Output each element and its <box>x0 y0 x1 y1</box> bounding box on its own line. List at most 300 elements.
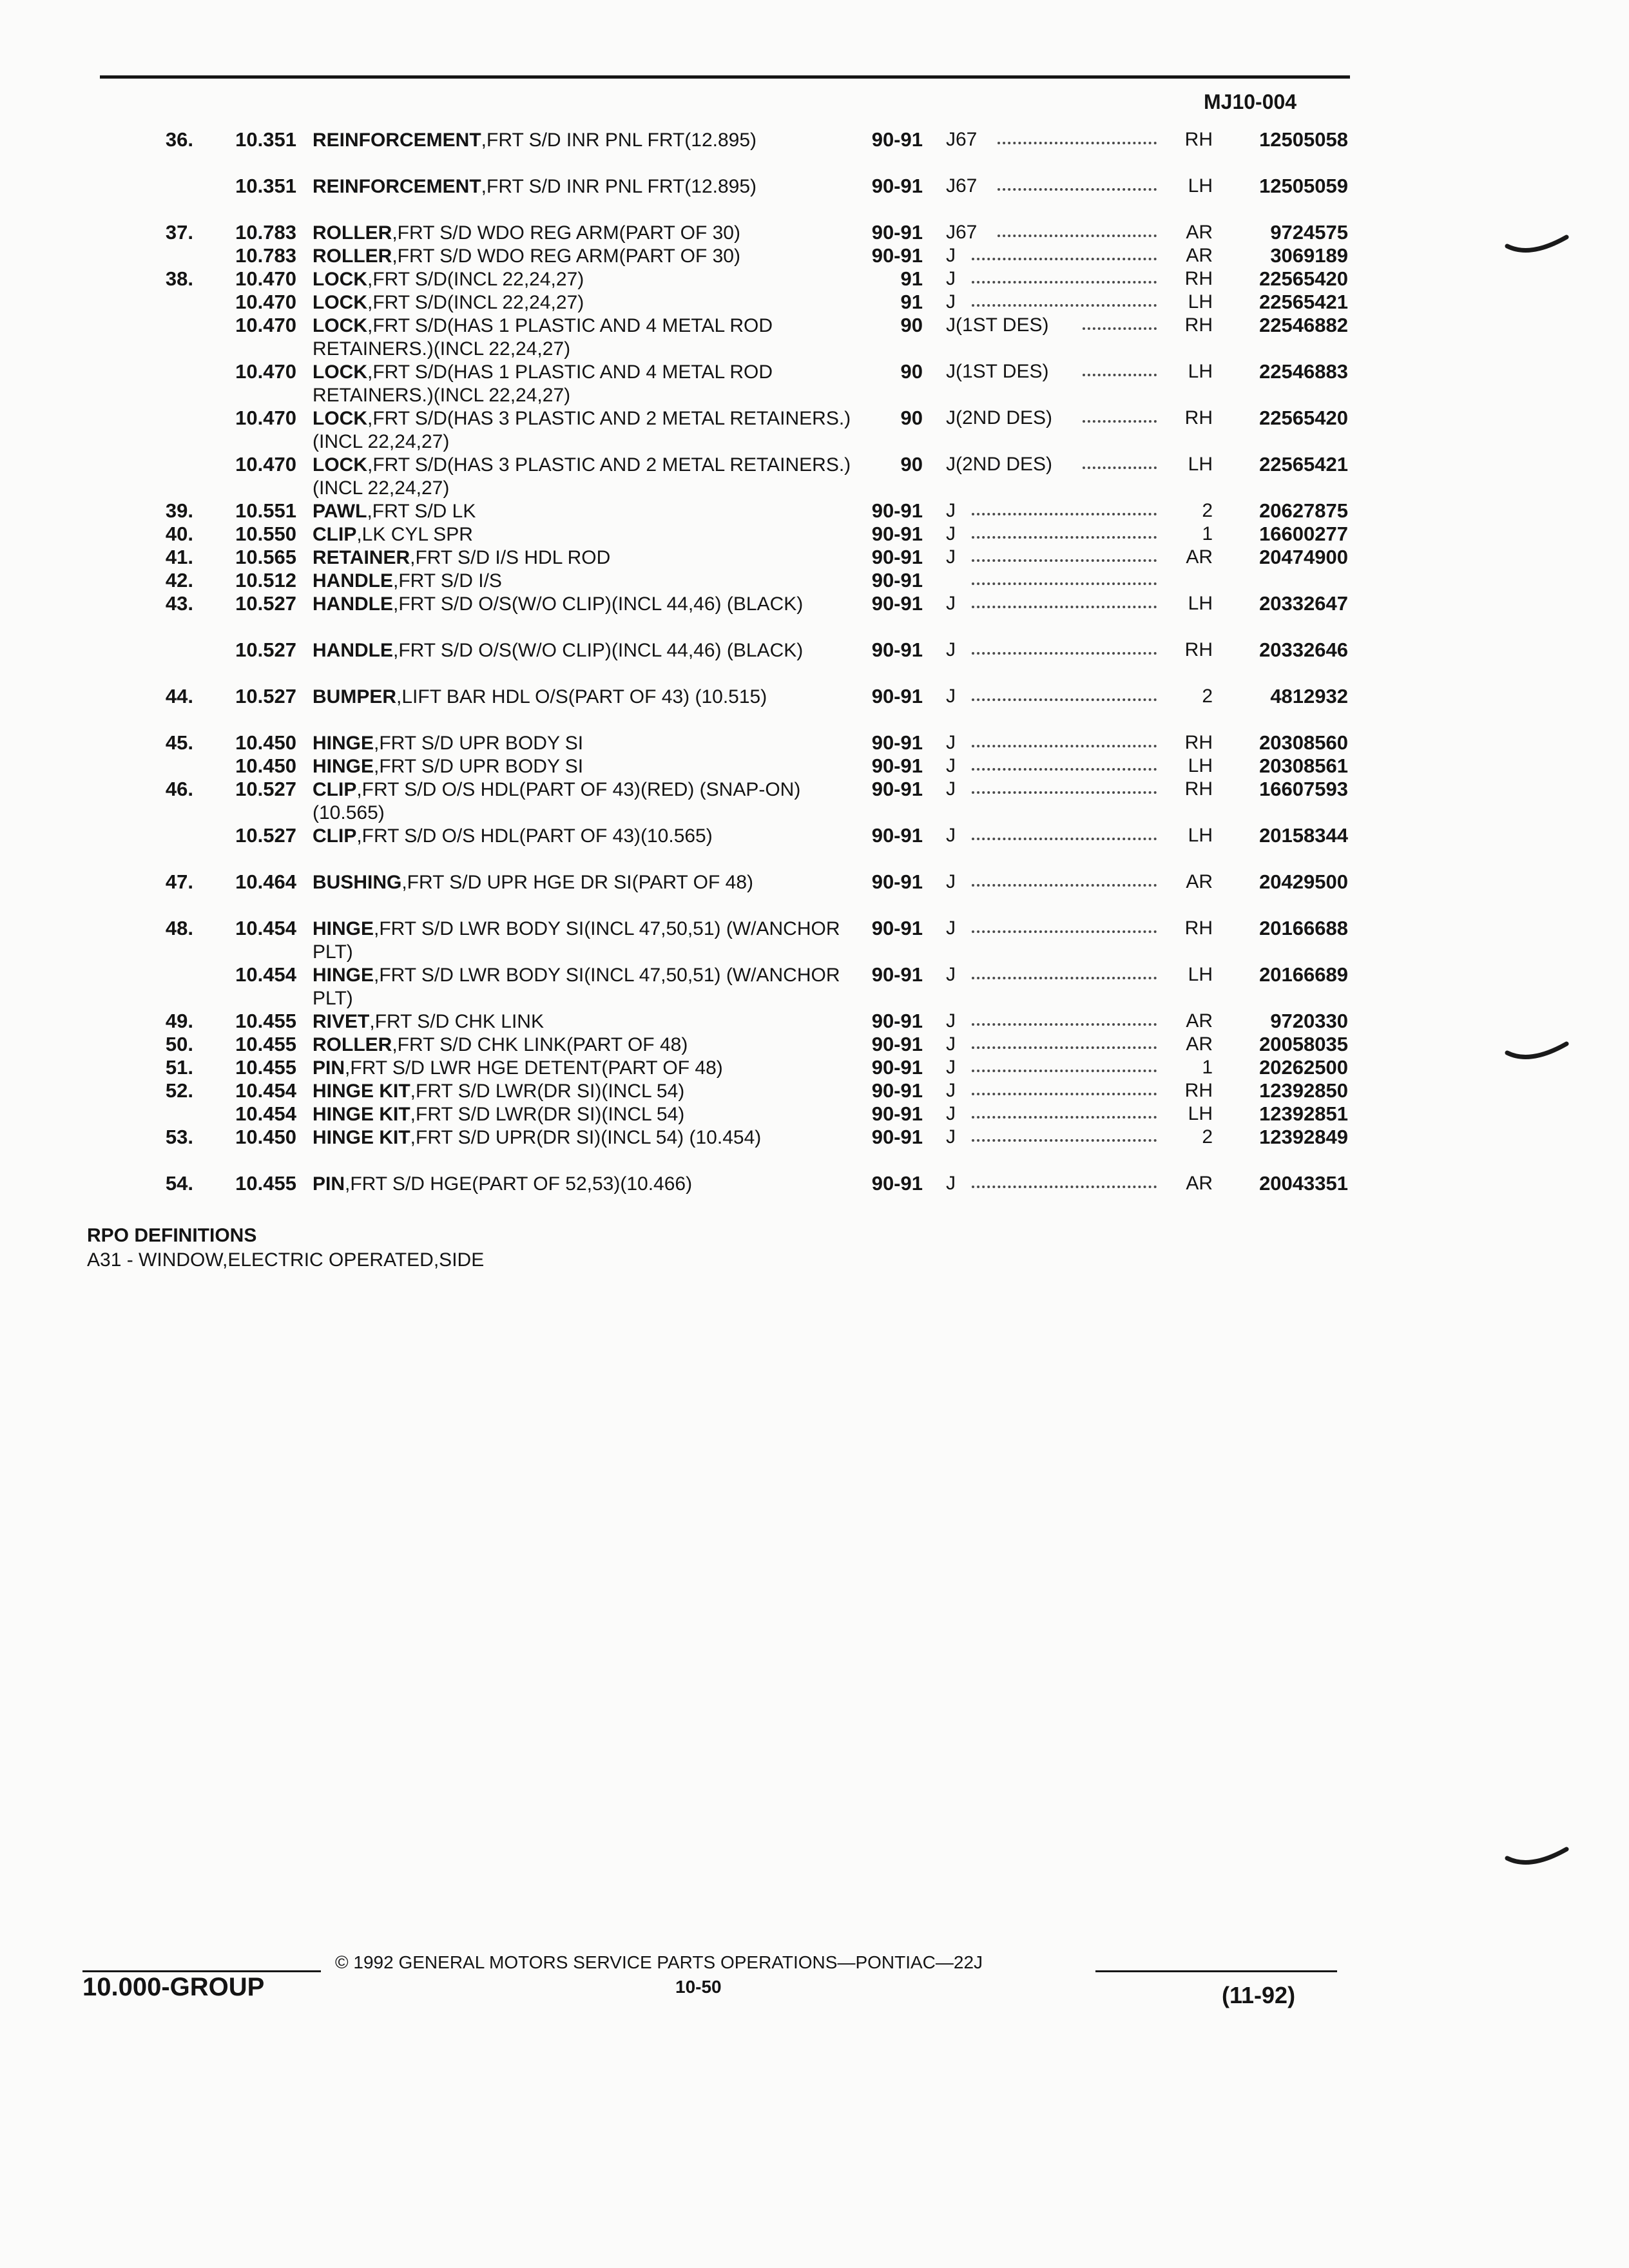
part-description <box>313 825 854 848</box>
quantity: AR <box>1186 245 1213 266</box>
model-years: 90-91 <box>871 639 923 661</box>
model-years: 90-91 <box>871 592 923 615</box>
binder-hole-mark <box>1505 232 1576 258</box>
rpo-code: J <box>946 1080 956 1101</box>
part-detail: ,FRT S/D UPR BODY SI <box>374 756 584 777</box>
part-row <box>0 1173 1629 1196</box>
part-name: ROLLER <box>313 222 392 244</box>
rpo-code: J <box>946 1033 956 1055</box>
rpo-code: J <box>946 778 956 800</box>
quantity: LH <box>1188 291 1213 312</box>
model-years: 90-91 <box>871 1056 923 1079</box>
model-years: 90-91 <box>871 870 923 893</box>
part-description <box>313 732 854 755</box>
part-row <box>0 1080 1629 1103</box>
model-years: 90-91 <box>871 1102 923 1125</box>
part-name: LOCK <box>313 361 367 383</box>
item-number: 50. <box>165 1033 193 1055</box>
quantity: RH <box>1184 778 1213 800</box>
rpo-code: J <box>946 964 956 985</box>
group-number: 10.527 <box>235 824 296 847</box>
item-number: 49. <box>165 1010 193 1032</box>
model-years: 90-91 <box>871 569 923 591</box>
quantity: 1 <box>1202 523 1213 544</box>
part-name: CLIP <box>313 524 357 545</box>
group-number: 10.450 <box>235 731 296 754</box>
quantity: LH <box>1188 964 1213 985</box>
rpo-code: J(2ND DES) <box>946 407 1053 428</box>
dot-leader <box>972 523 1157 539</box>
dot-leader <box>972 825 1157 840</box>
top-rule <box>100 75 1350 79</box>
group-number: 10.455 <box>235 1172 296 1195</box>
part-detail: ,FRT S/D WDO REG ARM(PART OF 30) <box>392 222 740 244</box>
rpo-code: J <box>946 1010 956 1032</box>
model-years: 90-91 <box>871 754 923 777</box>
rpo-definition-item: A31 - WINDOW,ELECTRIC OPERATED,SIDE <box>87 1249 485 1271</box>
model-years: 90-91 <box>871 1172 923 1195</box>
item-number: 53. <box>165 1126 193 1148</box>
dot-leader <box>972 1173 1157 1188</box>
rpo-code: J <box>946 871 956 892</box>
part-name: HINGE KIT <box>313 1127 410 1148</box>
part-detail: ,FRT S/D LWR BODY SI(INCL 47,50,51) (W/ANCHOR PLT) <box>313 918 840 963</box>
dot-leader <box>972 918 1157 933</box>
quantity: RH <box>1184 407 1213 428</box>
model-years: 90 <box>900 360 923 383</box>
part-number: 22565420 <box>1259 267 1348 290</box>
model-years: 90-91 <box>871 175 923 197</box>
part-description <box>313 1010 854 1033</box>
part-description <box>313 1126 854 1149</box>
dot-leader <box>972 1126 1157 1142</box>
part-name: HINGE KIT <box>313 1081 410 1102</box>
dot-leader <box>972 546 1157 562</box>
rpo-code: J <box>946 500 956 521</box>
part-row <box>0 523 1629 546</box>
group-number: 10.464 <box>235 870 296 893</box>
part-detail: ,FRT S/D LWR(DR SI)(INCL 54) <box>410 1104 685 1125</box>
rpo-code: J <box>946 639 956 660</box>
part-name: ROLLER <box>313 245 392 267</box>
item-number: 46. <box>165 778 193 800</box>
item-number: 54. <box>165 1172 193 1195</box>
item-number: 39. <box>165 499 193 522</box>
part-name: LOCK <box>313 292 367 313</box>
quantity: 2 <box>1202 500 1213 521</box>
model-years: 90-91 <box>871 523 923 545</box>
part-name: CLIP <box>313 825 357 847</box>
group-number: 10.527 <box>235 685 296 707</box>
rpo-code: J <box>946 546 956 568</box>
group-number: 10.454 <box>235 1102 296 1125</box>
model-years: 90-91 <box>871 128 923 151</box>
part-description <box>313 593 854 616</box>
group-number: 10.351 <box>235 175 296 197</box>
group-number: 10.450 <box>235 754 296 777</box>
part-number: 22546883 <box>1259 360 1348 383</box>
quantity: AR <box>1186 546 1213 568</box>
group-number: 10.565 <box>235 546 296 568</box>
group-number: 10.450 <box>235 1126 296 1148</box>
part-name: BUMPER <box>313 686 397 707</box>
model-years: 90 <box>900 407 923 429</box>
part-detail: ,FRT S/D I/S <box>393 570 502 591</box>
dot-leader <box>998 175 1157 191</box>
part-name: REINFORCEMENT <box>313 130 481 151</box>
part-detail: ,FRT S/D(HAS 1 PLASTIC AND 4 METAL ROD RETAINERS.)(INCL 22,24,27) <box>313 361 773 406</box>
part-description <box>313 454 854 500</box>
dot-leader <box>1083 361 1157 376</box>
part-description <box>313 570 854 593</box>
group-number: 10.351 <box>235 128 296 151</box>
part-number: 20308560 <box>1259 731 1348 754</box>
revision-date: (11-92) <box>1222 1982 1296 2008</box>
quantity: RH <box>1184 732 1213 753</box>
item-number: 38. <box>165 267 193 290</box>
quantity: LH <box>1188 361 1213 382</box>
group-number: 10.470 <box>235 314 296 336</box>
part-description <box>313 500 854 523</box>
part-description <box>313 964 854 1010</box>
part-name: LOCK <box>313 454 367 476</box>
group-number: 10.470 <box>235 291 296 313</box>
part-number: 12392849 <box>1259 1126 1348 1148</box>
part-row <box>0 500 1629 523</box>
part-description <box>313 1173 854 1196</box>
part-row <box>0 918 1629 964</box>
quantity: AR <box>1186 222 1213 243</box>
part-name: PIN <box>313 1057 345 1079</box>
part-detail: ,FRT S/D HGE(PART OF 52,53)(10.466) <box>345 1173 693 1195</box>
footer-copyright: © 1992 GENERAL MOTORS SERVICE PARTS OPERATIONS—PONTIAC—22J <box>335 1952 983 1972</box>
group-number: 10.470 <box>235 267 296 290</box>
part-row <box>0 732 1629 755</box>
part-number: 12392850 <box>1259 1079 1348 1102</box>
model-years: 90-91 <box>871 824 923 847</box>
part-number: 16607593 <box>1259 778 1348 800</box>
model-years: 90-91 <box>871 685 923 707</box>
page-number: 10-50 <box>675 1977 722 1997</box>
part-detail: ,FRT S/D LWR BODY SI(INCL 47,50,51) (W/ANCHOR PLT) <box>313 965 840 1009</box>
rpo-code: J <box>946 1057 956 1078</box>
rpo-code: J <box>946 1103 956 1124</box>
part-row <box>0 291 1629 314</box>
part-detail: ,FRT S/D UPR BODY SI <box>374 733 584 754</box>
part-row <box>0 222 1629 245</box>
part-name: HINGE KIT <box>313 1104 410 1125</box>
model-years: 90-91 <box>871 221 923 244</box>
dot-leader <box>972 1033 1157 1049</box>
model-years: 90 <box>900 314 923 336</box>
part-number: 20262500 <box>1259 1056 1348 1079</box>
part-description <box>313 639 854 662</box>
dot-leader <box>972 1057 1157 1072</box>
group-number: 10.470 <box>235 453 296 476</box>
part-row <box>0 454 1629 500</box>
part-number: 4812932 <box>1270 685 1348 707</box>
part-detail: ,FRT S/D LWR HGE DETENT(PART OF 48) <box>345 1057 723 1079</box>
footer-group: 10.000-GROUP <box>82 1973 265 2001</box>
part-number: 20058035 <box>1259 1033 1348 1055</box>
rpo-code: J67 <box>946 222 978 243</box>
part-row <box>0 546 1629 570</box>
dot-leader <box>972 686 1157 701</box>
part-row <box>0 314 1629 361</box>
item-number: 36. <box>165 128 193 151</box>
model-years: 90 <box>900 453 923 476</box>
quantity: LH <box>1188 825 1213 846</box>
model-years: 90-91 <box>871 1126 923 1148</box>
quantity: LH <box>1188 175 1213 197</box>
part-name: PIN <box>313 1173 345 1195</box>
rpo-code: J <box>946 755 956 776</box>
part-number: 9720330 <box>1270 1010 1348 1032</box>
part-row <box>0 361 1629 407</box>
rpo-code: J <box>946 523 956 544</box>
part-row <box>0 1033 1629 1057</box>
part-row <box>0 245 1629 268</box>
part-detail: ,FRT S/D O/S(W/O CLIP)(INCL 44,46) (BLACK) <box>393 593 804 615</box>
part-number: 22565421 <box>1259 291 1348 313</box>
part-number: 20158344 <box>1259 824 1348 847</box>
quantity: AR <box>1186 1033 1213 1055</box>
dot-leader <box>972 964 1157 979</box>
model-years: 90-91 <box>871 917 923 939</box>
part-description <box>313 1057 854 1080</box>
part-number: 12505059 <box>1259 175 1348 197</box>
dot-leader <box>972 871 1157 887</box>
dot-leader <box>972 755 1157 771</box>
part-number: 20332647 <box>1259 592 1348 615</box>
part-description <box>313 222 854 245</box>
dot-leader <box>972 1010 1157 1026</box>
catalog-reference: MJ10-004 <box>1204 90 1297 113</box>
parts-list <box>0 129 1629 1196</box>
quantity: RH <box>1184 129 1213 150</box>
dot-leader <box>972 570 1157 585</box>
rpo-code: J <box>946 268 956 289</box>
part-number: 22546882 <box>1259 314 1348 336</box>
quantity: LH <box>1188 454 1213 475</box>
quantity: 2 <box>1202 686 1213 707</box>
part-number: 20166688 <box>1259 917 1348 939</box>
item-number: 51. <box>165 1056 193 1079</box>
part-detail: ,LIFT BAR HDL O/S(PART OF 43) (10.515) <box>396 686 767 707</box>
rpo-code: J(2ND DES) <box>946 454 1053 475</box>
dot-leader <box>998 129 1157 144</box>
part-number: 12505058 <box>1259 128 1348 151</box>
part-description <box>313 918 854 964</box>
part-detail: ,FRT S/D O/S(W/O CLIP)(INCL 44,46) (BLACK) <box>393 640 804 661</box>
rpo-code: J67 <box>946 129 978 150</box>
dot-leader <box>972 593 1157 608</box>
part-detail: ,FRT S/D INR PNL FRT(12.895) <box>481 130 757 151</box>
part-detail: ,FRT S/D CHK LINK(PART OF 48) <box>392 1034 688 1055</box>
model-years: 90-91 <box>871 1033 923 1055</box>
group-number: 10.454 <box>235 963 296 986</box>
part-name: HANDLE <box>313 593 393 615</box>
part-row <box>0 778 1629 825</box>
part-description <box>313 129 854 152</box>
part-name: LOCK <box>313 408 367 429</box>
quantity: RH <box>1184 639 1213 660</box>
quantity: AR <box>1186 871 1213 892</box>
part-detail: ,FRT S/D(INCL 22,24,27) <box>367 269 584 290</box>
part-row <box>0 1010 1629 1033</box>
model-years: 90-91 <box>871 778 923 800</box>
part-row <box>0 755 1629 778</box>
part-name: HINGE <box>313 756 374 777</box>
part-row <box>0 871 1629 918</box>
part-name: HANDLE <box>313 570 393 591</box>
part-number: 20308561 <box>1259 754 1348 777</box>
part-name: RIVET <box>313 1011 370 1032</box>
part-number: 3069189 <box>1270 244 1348 267</box>
part-detail: ,FRT S/D O/S HDL(PART OF 43)(RED) (SNAP-ON)(10.565) <box>313 779 801 823</box>
dot-leader <box>972 1103 1157 1119</box>
part-name: CLIP <box>313 779 357 800</box>
part-detail: ,FRT S/D UPR(DR SI)(INCL 54) (10.454) <box>410 1127 762 1148</box>
item-number: 40. <box>165 523 193 545</box>
group-number: 10.527 <box>235 639 296 661</box>
part-name: HINGE <box>313 965 374 986</box>
quantity: LH <box>1188 755 1213 776</box>
part-number: 22565421 <box>1259 453 1348 476</box>
part-row <box>0 1103 1629 1126</box>
part-description <box>313 523 854 546</box>
rpo-code: J <box>946 245 956 266</box>
group-number: 10.470 <box>235 360 296 383</box>
part-detail: ,FRT S/D(HAS 3 PLASTIC AND 2 METAL RETAINERS.)(INCL 22,24,27) <box>313 408 851 452</box>
part-detail: ,FRT S/D O/S HDL(PART OF 43)(10.565) <box>356 825 713 847</box>
part-number: 20332646 <box>1259 639 1348 661</box>
part-row <box>0 407 1629 454</box>
model-years: 91 <box>900 291 923 313</box>
binder-hole-mark <box>1505 1039 1576 1064</box>
group-number: 10.455 <box>235 1010 296 1032</box>
quantity: 1 <box>1202 1057 1213 1078</box>
part-number: 20429500 <box>1259 870 1348 893</box>
part-description <box>313 175 854 198</box>
part-number: 20474900 <box>1259 546 1348 568</box>
part-description <box>313 871 854 894</box>
part-row <box>0 686 1629 732</box>
part-description <box>313 778 854 825</box>
rpo-code: J <box>946 686 956 707</box>
rpo-code: J67 <box>946 175 978 197</box>
part-detail: ,LK CYL SPR <box>356 524 473 545</box>
part-row <box>0 825 1629 871</box>
part-detail: ,FRT S/D UPR HGE DR SI(PART OF 48) <box>401 872 753 893</box>
part-name: PAWL <box>313 501 367 522</box>
model-years: 90-91 <box>871 244 923 267</box>
quantity: LH <box>1188 593 1213 614</box>
part-detail: ,FRT S/D INR PNL FRT(12.895) <box>481 176 757 197</box>
part-description <box>313 1033 854 1057</box>
dot-leader <box>972 245 1157 260</box>
rpo-code: J <box>946 825 956 846</box>
part-name: HANDLE <box>313 640 393 661</box>
part-row <box>0 1126 1629 1173</box>
part-row <box>0 268 1629 291</box>
part-number: 12392851 <box>1259 1102 1348 1125</box>
part-detail: ,FRT S/D LK <box>367 501 476 522</box>
rpo-definitions-heading: RPO DEFINITIONS <box>87 1225 257 1246</box>
part-row <box>0 570 1629 593</box>
quantity: LH <box>1188 1103 1213 1124</box>
part-description <box>313 361 854 407</box>
part-description <box>313 1103 854 1126</box>
part-name: HINGE <box>313 733 374 754</box>
part-description <box>313 291 854 314</box>
part-name: BUSHING <box>313 872 402 893</box>
item-number: 42. <box>165 569 193 591</box>
part-number: 20166689 <box>1259 963 1348 986</box>
part-detail: ,FRT S/D(HAS 1 PLASTIC AND 4 METAL ROD RETAINERS.)(INCL 22,24,27) <box>313 315 773 360</box>
item-number: 52. <box>165 1079 193 1102</box>
group-number: 10.551 <box>235 499 296 522</box>
rpo-code: J <box>946 732 956 753</box>
part-description <box>313 268 854 291</box>
part-description <box>313 755 854 778</box>
part-description <box>313 407 854 454</box>
part-row <box>0 1057 1629 1080</box>
quantity: RH <box>1184 918 1213 939</box>
rpo-code: J <box>946 1173 956 1194</box>
item-number: 45. <box>165 731 193 754</box>
dot-leader <box>972 778 1157 794</box>
group-number: 10.527 <box>235 592 296 615</box>
footer-rule-left <box>82 1970 321 1972</box>
model-years: 90-91 <box>871 963 923 986</box>
group-number: 10.454 <box>235 917 296 939</box>
item-number: 43. <box>165 592 193 615</box>
part-name: LOCK <box>313 269 367 290</box>
part-description <box>313 1080 854 1103</box>
part-number: 16600277 <box>1259 523 1348 545</box>
part-detail: ,FRT S/D(INCL 22,24,27) <box>367 292 584 313</box>
part-detail: ,FRT S/D(HAS 3 PLASTIC AND 2 METAL RETAINERS.)(INCL 22,24,27) <box>313 454 851 499</box>
part-name: HINGE <box>313 918 374 939</box>
rpo-code: J <box>946 291 956 312</box>
item-number: 48. <box>165 917 193 939</box>
part-name: LOCK <box>313 315 367 336</box>
part-detail: ,FRT S/D LWR(DR SI)(INCL 54) <box>410 1081 685 1102</box>
part-description <box>313 686 854 709</box>
binder-hole-mark <box>1505 1844 1576 1870</box>
rpo-code: J <box>946 918 956 939</box>
part-name: ROLLER <box>313 1034 392 1055</box>
rpo-code: J(1ST DES) <box>946 361 1049 382</box>
part-row <box>0 964 1629 1010</box>
model-years: 90-91 <box>871 546 923 568</box>
dot-leader <box>972 500 1157 515</box>
dot-leader <box>972 639 1157 655</box>
part-description <box>313 314 854 361</box>
model-years: 91 <box>900 267 923 290</box>
quantity: AR <box>1186 1010 1213 1032</box>
group-number: 10.455 <box>235 1056 296 1079</box>
group-number: 10.550 <box>235 523 296 545</box>
quantity: AR <box>1186 1173 1213 1194</box>
group-number: 10.454 <box>235 1079 296 1102</box>
part-description <box>313 546 854 570</box>
model-years: 90-91 <box>871 731 923 754</box>
quantity: 2 <box>1202 1126 1213 1148</box>
dot-leader <box>1083 314 1157 330</box>
dot-leader <box>972 268 1157 284</box>
